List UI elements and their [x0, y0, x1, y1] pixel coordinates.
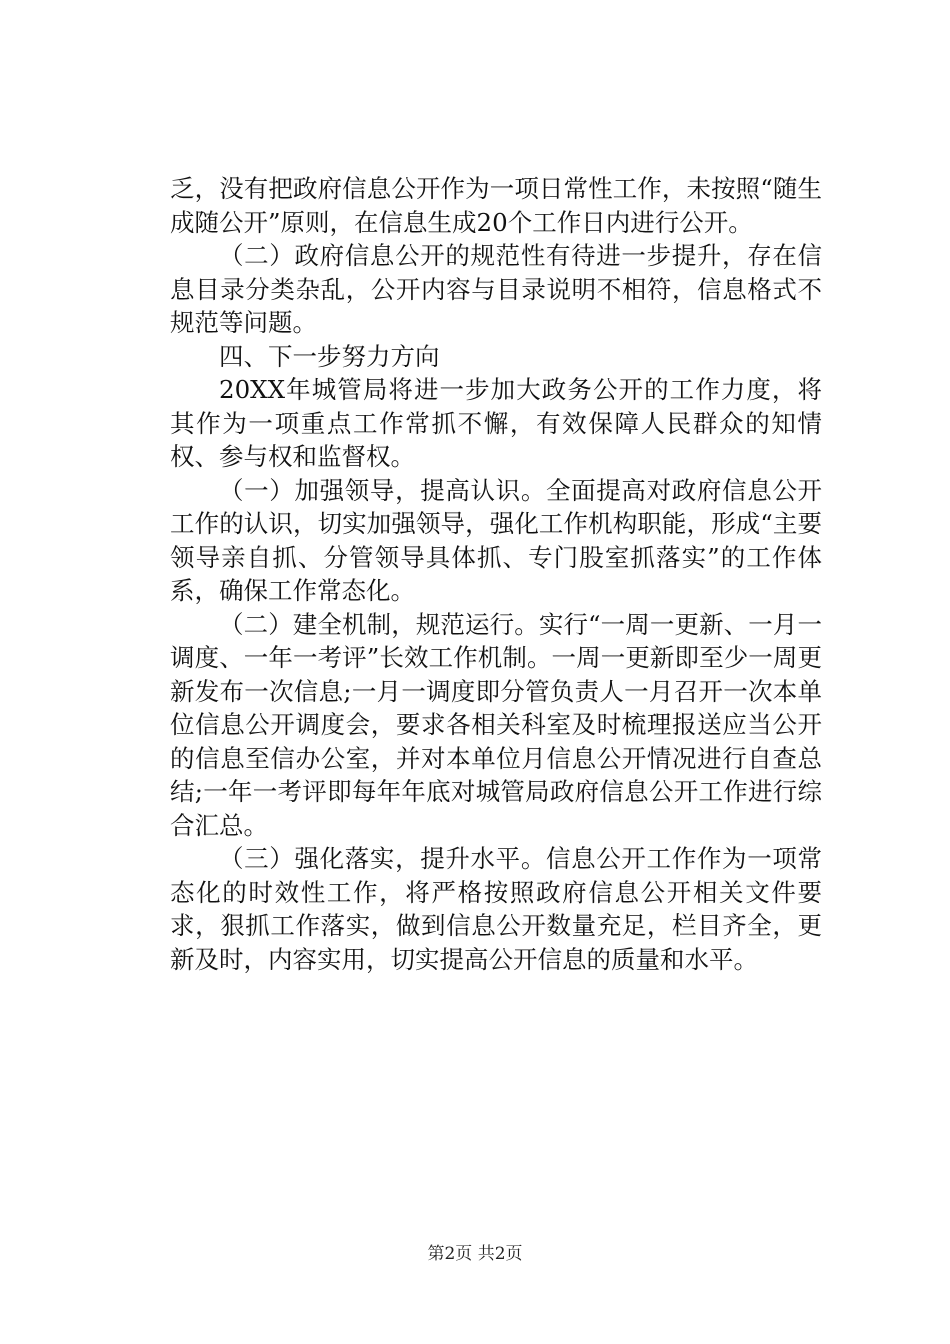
paragraph-item-three: （三）强化落实，提升水平。信息公开工作作为一项常态化的时效性工作，将严格按照政府信息公开相关文件要求，狠抓工作落实，做到信息公开数量充足，栏目齐全，更新及时，内容实用，切实提高公开信息的质量和水平。: [170, 844, 822, 974]
paragraph-item-one: （一）加强领导，提高认识。全面提高对政府信息公开工作的认识，切实加强领导，强化工作机构职能，形成“主要领导亲自抓、分管领导具体抓、专门股室抓落实”的工作体系，确保工作常态化。: [170, 475, 822, 605]
page-footer: 第2页 共2页: [427, 1244, 523, 1264]
paragraph-continuation: 乏，没有把政府信息公开作为一项日常性工作，未按照“随生成随公开”原则，在信息生成20个工作日内进行公开。: [170, 174, 822, 237]
paragraph-intro: 20XX年城管局将进一步加大政务公开的工作力度，将其作为一项重点工作常抓不懈，有效保障人民群众的知情权、参与权和监督权。: [170, 375, 822, 471]
paragraph-issue-two: （二）政府信息公开的规范性有待进一步提升，存在信息目录分类杂乱，公开内容与目录说明不相符，信息格式不规范等问题。: [170, 241, 822, 337]
paragraph-item-two: （二）建全机制，规范运行。实行“一周一更新、一月一调度、一年一考评”长效工作机制。一周一更新即至少一周更新发布一次信息;一月一调度即分管负责人一月召开一次本单位信息公开调度会，要求各相关科室及时梳理报送应当公开的信息至信办公室，并对本单位月信息公开情况进行自查总结;一年一考评即每年年底对城管局政府信息公开工作进行综合汇总。: [170, 609, 822, 840]
document-body: [170, 172, 822, 976]
section-heading-next-steps: 四、下一步努力方向: [219, 341, 440, 371]
